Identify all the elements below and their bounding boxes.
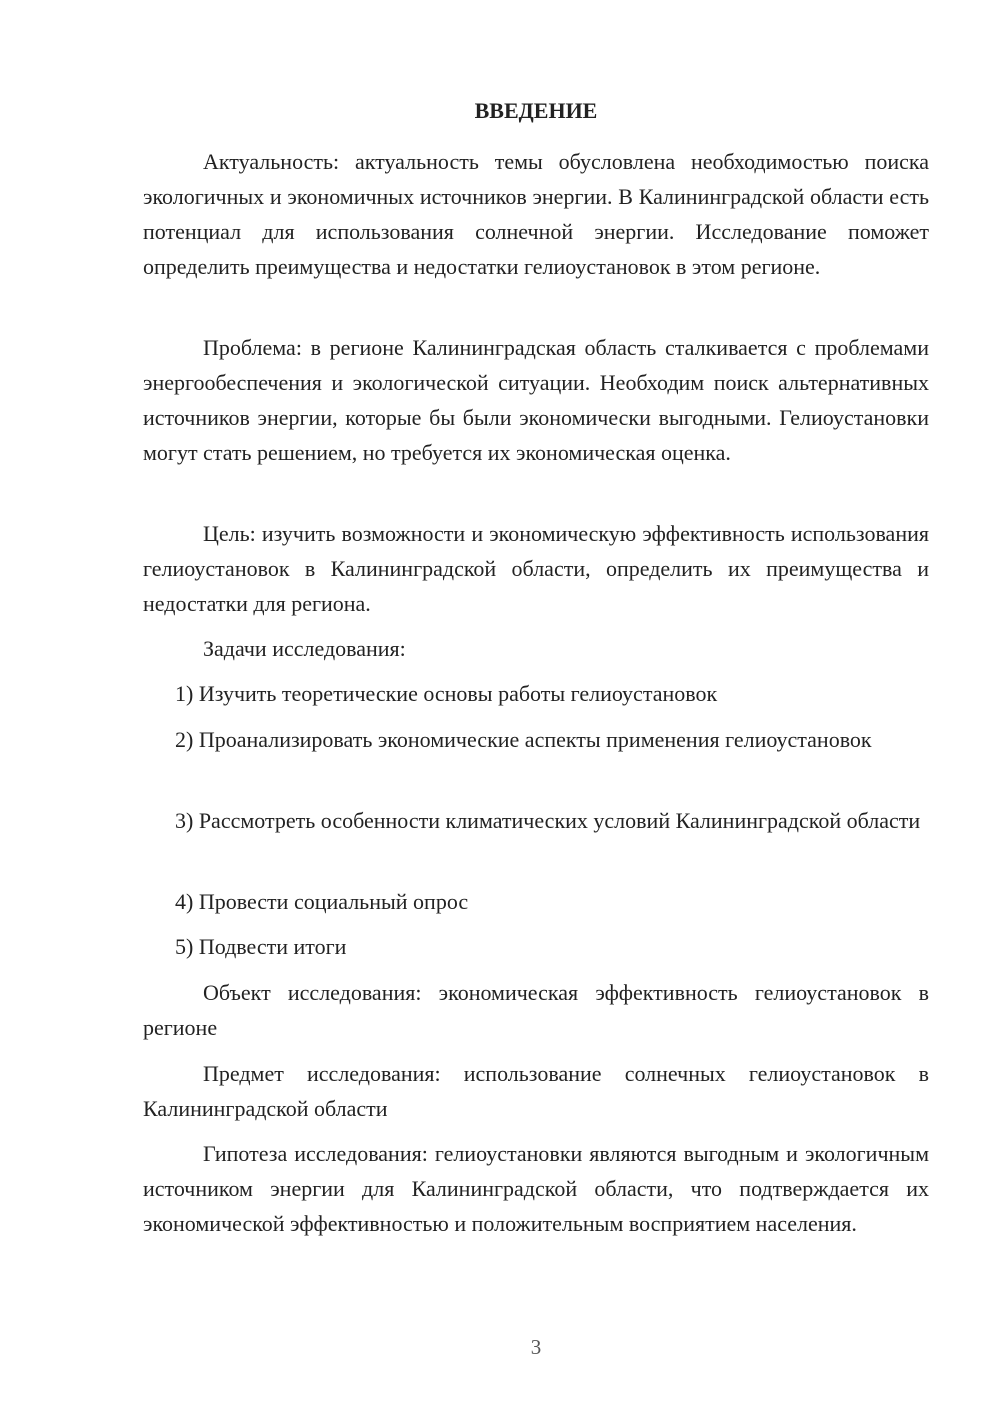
task-item-1: 1) Изучить теоретические основы работы гелиоустановок xyxy=(175,681,718,706)
task-item-2: 2) Проанализировать экономические аспекты применения гелиоустановок xyxy=(175,727,872,752)
task-item-4: 4) Провести социальный опрос xyxy=(175,889,469,914)
task-item-3: 3) Рассмотреть особенности климатических условий Калининградской области xyxy=(175,808,921,833)
paragraph-problem: Проблема: в регионе Калининградская область сталкивается с проблемами энергообеспечения и экологической ситуации. Необходим поиск альтернативных источников энергии, которые бы были экономически выгодными. Гелиоустановки могут стать решением, но требуется их экономическая оценка. xyxy=(143,335,929,465)
paragraph-goal: Цель: изучить возможности и экономическую эффективность использования гелиоустановок в Калининградской области, определить их преимущества и недостатки для региона. xyxy=(143,521,929,616)
paragraph-relevance: Актуальность: актуальность темы обусловлена необходимостью поиска экологичных и экономичных источников энергии. В Калининградской области есть потенциал для использования солнечной энергии. Исследование поможет определить преимущества и недостатки гелиоустановок в этом регионе. xyxy=(143,149,929,279)
page-number: 3 xyxy=(530,1335,542,1359)
paragraph-hypothesis: Гипотеза исследования: гелиоустановки являются выгодным и экологичным источником энергии для Калининградской области, что подтверждается их экономической эффективностью и положительным восприятием населения. xyxy=(143,1141,929,1236)
task-item-5: 5) Подвести итоги xyxy=(175,934,347,959)
section-heading: ВВЕДЕНИЕ xyxy=(474,98,598,123)
paragraph-object: Объект исследования: экономическая эффективность гелиоустановок в регионе xyxy=(143,980,929,1040)
paragraph-subject: Предмет исследования: использование солнечных гелиоустановок в Калининградской области xyxy=(143,1061,929,1121)
paragraph-tasks-heading: Задачи исследования: xyxy=(203,636,406,661)
